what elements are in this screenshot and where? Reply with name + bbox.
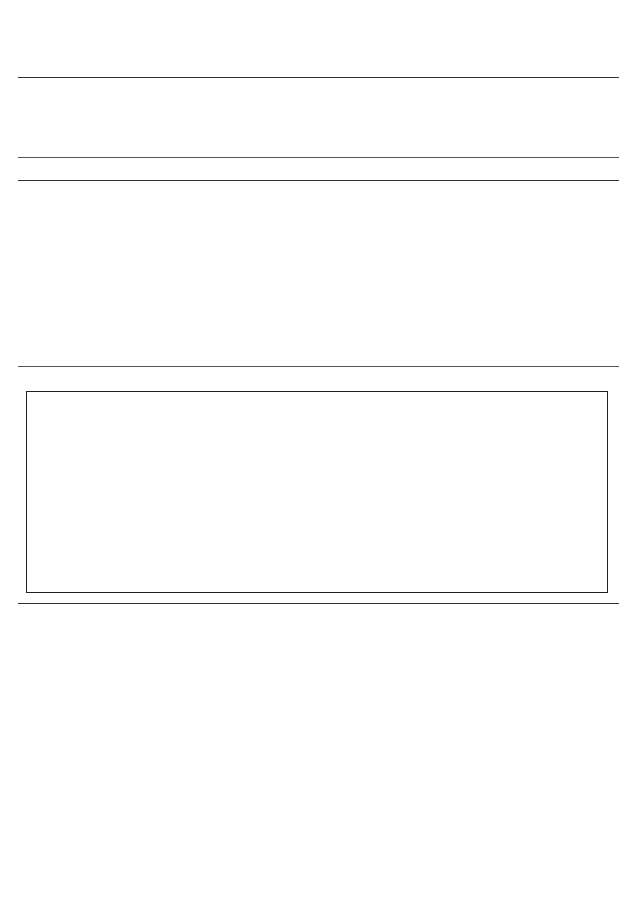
bottom-rule	[18, 603, 619, 604]
resolution-rule	[18, 180, 619, 181]
record-rule	[18, 157, 619, 158]
comments-rule	[18, 366, 619, 367]
header-rule-top	[18, 77, 619, 78]
comments-box	[26, 391, 608, 593]
